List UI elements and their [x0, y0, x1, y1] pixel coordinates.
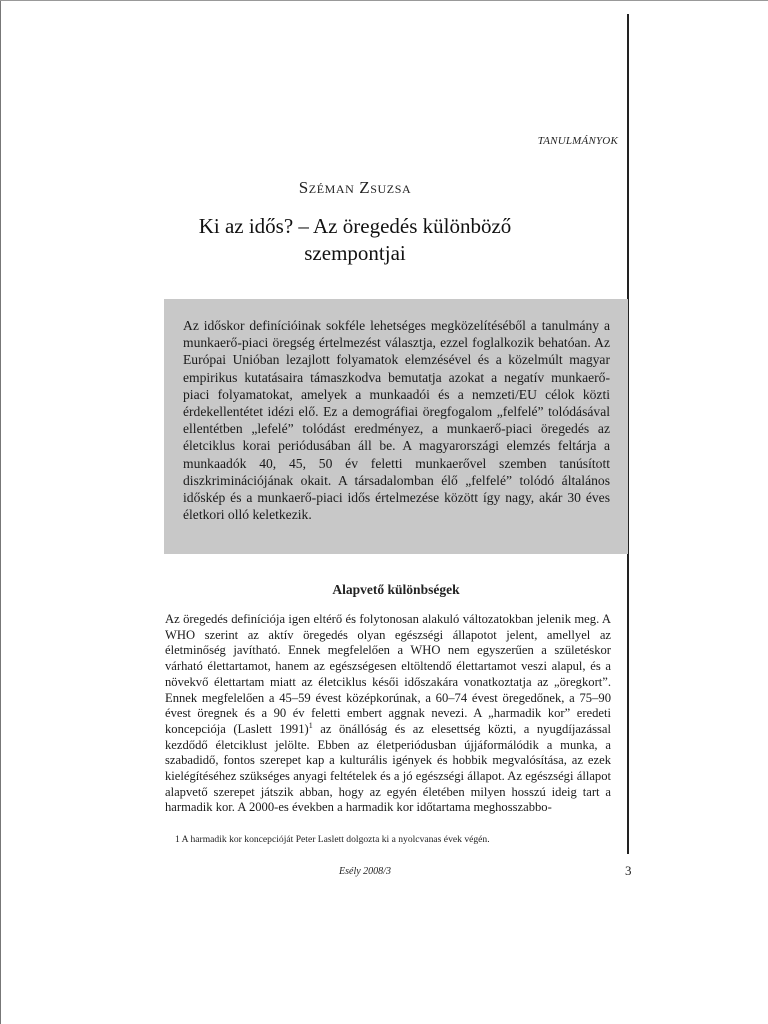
page-number: 3 [625, 863, 632, 878]
body-text-part1: Az öregedés definíciója igen eltérő és folytonosan alakuló változatokban jelenik meg. A WHO szerint az aktív öregedés olyan egészségi állapotot jelent, amellyel az életminőség javítható. Ennek megfelelően a WHO nem egyszerűen a születéskor várható élettartamot, hanem az egészségesen eltöltendő élettartamot veszi alapul, és a növekvő élettartam miatt az életciklus késői időszakára vonatkoztatja az „öregkort”. Ennek megfelelően a 45–59 évest középkorúnak, a 60–74 évest öregedőnek, a 75–90 évest öregnek és a 90 év feletti embert aggnak nevezi. A „harmadik kor” eredeti koncepciója (Laslett 1991) [165, 612, 611, 736]
body-paragraph [165, 612, 611, 816]
footnote-reference[interactable]: 1 [308, 720, 313, 730]
author-name: Széman Zsuzsa [298, 178, 412, 197]
page-border-left [0, 0, 1, 1024]
body-text-part2: az önállóság és az elesettség közti, a nyugdíjazással kezdődő életciklust jelölte. Ebben az életperiódusban újjáformálódik a munka, a szabadidő, fontos szerepet kap a kulturális igények és hobbik megvalósítása, az ezek kielégítéséhez szükséges anyagi feltételek és a jó egészségi állapot. Az egészségi állapot alapvető szerepet játszik abban, hogy az egyén életében milyen hosszú ideig tart a harmadik kor. A 2000-es években a harmadik kor időtartama meghosszabbo- [165, 721, 612, 815]
page-border-top [0, 0, 768, 1]
section-label: TANULMÁNYOK [537, 135, 618, 147]
section-heading: Alapvető különbségek [332, 582, 460, 597]
article-title: Ki az idős? – Az öregedés különböző szempontjai [198, 214, 512, 265]
abstract-text: Az időskor definícióinak sokféle lehetséges megközelítéséből a tanulmány a munkaerő-piaci öregség értelmezést választja, ezzel foglalkozik behatóan. Az Európai Unióban lezajlott folyamatok elemzésével és a közelmúlt magyar empirikus kutatásaira támaszkodva bemutatja azokat a negatív munkaerő-piaci folyamatokat, amelyek a munkaadói és a nemzeti/EU célok közti érdekellentétet idézi elő. Ez a demográfiai öregfogalom „felfelé” tolódásával ellentétben „lefelé” tolódást eredményez, a munkaerő-piaci öregedés az életciklus korai periódusában áll be. A magyarországi elemzés feltárja a munkaadók 40, 45, 50 év feletti munkaerővel szemben tanúsított diszkriminációjának okait. A társadalomban élő „felfelé” tolódó általános időskép és a munkaerő-piaci idős értelmezése között így nagy, akár 30 éves életkori olló keletkezik. [183, 318, 610, 523]
journal-footer: Esély 2008/3 [339, 866, 391, 877]
footnote: 1 A harmadik kor koncepcióját Peter Laslett dolgozta ki a nyolcvanas évek végén. [175, 834, 490, 845]
